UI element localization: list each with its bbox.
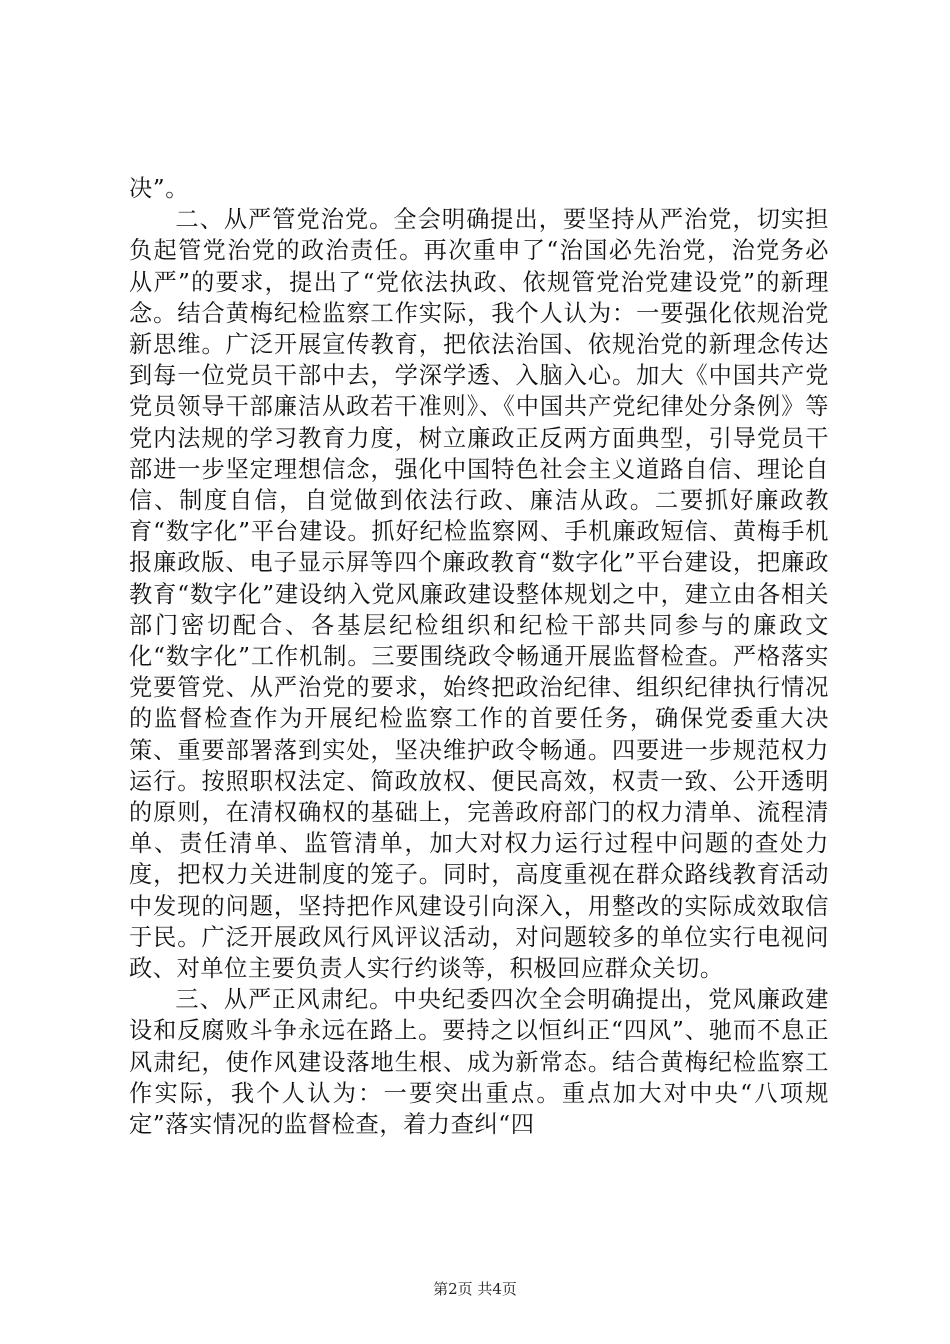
page-number-footer: 第2页 共4页 — [433, 1280, 517, 1298]
paragraph-continuation: 决”。 — [129, 175, 190, 202]
document-body — [129, 173, 829, 1140]
paragraph-section-three: 三、从严正风肃纪。中央纪委四次全会明确提出，党风廉政建设和反腐败斗争永远在路上。要持之以恒纠正“四风”、驰而不息正风肃纪，使作风建设落地生根、成为新常态。结合黄梅纪检监察工作实际，我个人认为：一要突出重点。重点加大对中央“八项规定”落实情况的监督检查，着力查纠“四 — [129, 986, 829, 1139]
paragraph-section-two: 二、从严管党治党。全会明确提出，要坚持从严治党，切实担负起管党治党的政治责任。再次重申了“治国必先治党，治党务必从严”的要求，提出了“党依法执政、依规管党治党建设党”的新理念。结合黄梅纪检监察工作实际，我个人认为：一要强化依规治党新思维。广泛开展宣传教育，把依法治国、依规治党的新理念传达到每一位党员干部中去，学深学透、入脑入心。加大《中国共产党党员领导干部廉洁从政若干准则》、《中国共产党纪律处分条例》等党内法规的学习教育力度，树立廉政正反两方面典型，引导党员干部进一步坚定理想信念，强化中国特色社会主义道路自信、理论自信、制度自信，自觉做到依法行政、廉洁从政。二要抓好廉政教育“数字化”平台建设。抓好纪检监察网、手机廉政短信、黄梅手机报廉政版、电子显示屏等四个廉政教育“数字化”平台建设，把廉政教育“数字化”建设纳入党风廉政建设整体规划之中，建立由各相关部门密切配合、各基层纪检组织和纪检干部共同参与的廉政文化“数字化”工作机制。三要围绕政令畅通开展监督检查。严格落实党要管党、从严治党的要求，始终把政治纪律、组织纪律执行情况的监督检查作为开展纪检监察工作的首要任务，确保党委重大决策、重要部署落到实处，坚决维护政令畅通。四要进一步规范权力运行。按照职权法定、简政放权、便民高效，权责一致、公开透明的原则，在清权确权的基础上，完善政府部门的权力清单、流程清单、责任清单、监管清单，加大对权力运行过程中问题的查处力度，把权力关进制度的笼子。同时，高度重视在群众路线教育活动中发现的问题，坚持把作风建设引向深入，用整改的实际成效取信于民。广泛开展政风行风评议活动，对问题较多的单位实行电视问政、对单位主要负责人实行约谈等，积极回应群众关切。 — [129, 206, 829, 983]
